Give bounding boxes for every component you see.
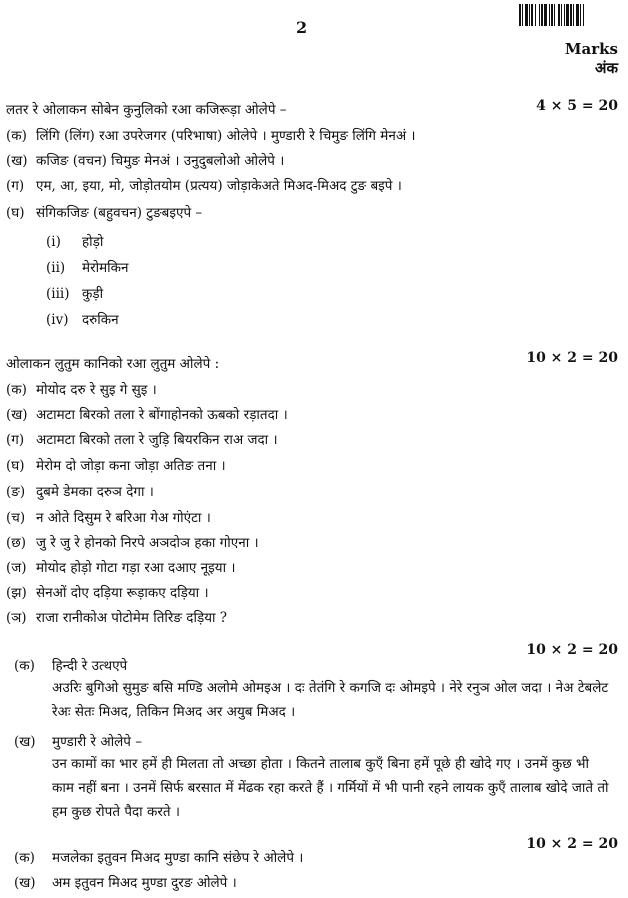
q2-item-text: मोयोद दरु रे सुइ गे सुइ । bbox=[36, 382, 157, 398]
q1-item-gha bbox=[6, 203, 202, 221]
q1-item-text: एम, आ, इया, मो, जोड़ोतयोम (प्रत्यय) जोड़ाकेअते मिअद-मिअद टुङ बइपे । bbox=[36, 178, 402, 194]
q1-subitem bbox=[46, 284, 103, 302]
q2-item bbox=[6, 380, 157, 398]
q1-subitem-label: (i) bbox=[46, 234, 61, 250]
q2-item-label: (घ) bbox=[6, 458, 25, 474]
q2-item-label: (क) bbox=[6, 382, 27, 398]
q2-item bbox=[6, 482, 154, 500]
q2-item-text: न ओते दिसुम रे बरिआ गेअ गोएंटा । bbox=[36, 510, 211, 526]
q2-item-label: (छ) bbox=[6, 535, 26, 551]
q4-item-text: अम इतुवन मिअद मुण्डा दुरङ ओलेपे । bbox=[52, 875, 237, 891]
q2-item bbox=[6, 583, 209, 601]
q2-item-text: दुबमे डेमका दरुञ देगा । bbox=[36, 484, 154, 500]
q2-item-label: (ख) bbox=[6, 407, 28, 423]
q1-item-text: संगिकजिङ (बहुवचन) टुङबइएपे – bbox=[36, 205, 203, 221]
q2-item-label: (ङ) bbox=[6, 484, 26, 500]
q2-item-text: अटामटा बिरको तला रे बोंगाहोनको ऊबको रड़ातदा । bbox=[36, 407, 288, 423]
q1-instruction: लतर रे ओलाकन सोबेन कुनुलिको रआ कजिरूड़ा ओलेपे – bbox=[6, 102, 287, 118]
q3-part-a-heading bbox=[14, 656, 127, 674]
q3-part-a-label: (क) bbox=[14, 658, 35, 674]
q1-subitem-text: मेरोमकिन bbox=[82, 260, 129, 276]
q2-item bbox=[6, 456, 226, 474]
q1-subitem-label: (iv) bbox=[46, 312, 69, 328]
q2-item-label: (ग) bbox=[6, 432, 25, 448]
barcode bbox=[519, 4, 618, 26]
q1-subitem-label: (iii) bbox=[46, 286, 70, 302]
q1-subitem bbox=[46, 310, 119, 328]
q2-item bbox=[6, 405, 288, 423]
q4-item-label: (ख) bbox=[14, 875, 36, 891]
q1-item-text: कजिङ (वचन) चिमुङ मेनअं । उनुदुबलोओ ओलेपे । bbox=[36, 153, 285, 169]
q1-item-label: (ख) bbox=[6, 153, 28, 169]
q2-item bbox=[6, 430, 278, 448]
q1-marks: 4 × 5 = 20 bbox=[536, 98, 618, 114]
q1-subitem bbox=[46, 258, 129, 276]
q1-subitem bbox=[46, 232, 103, 250]
q2-item bbox=[6, 508, 211, 526]
q1-item-ga bbox=[6, 176, 402, 194]
q2-item-label: (ज) bbox=[6, 560, 27, 576]
q1-subitem-text: होड़ो bbox=[82, 234, 104, 250]
q2-item-label: (च) bbox=[6, 510, 26, 526]
q1-subitem-text: दरुकिन bbox=[82, 312, 119, 328]
q2-item bbox=[6, 558, 236, 576]
q2-item-text: मेरोम दो जोड़ा कना जोड़ा अतिङ तना । bbox=[36, 458, 226, 474]
q4-item-text: मजलेका इतुवन मिअद मुण्डा कानि संछेप रे ओलेपे । bbox=[52, 850, 304, 866]
q4-item bbox=[14, 848, 303, 866]
q1-item-kha bbox=[6, 151, 284, 169]
q3-part-a-text: अउरिः बुगिओ सुमुङ बसि मण्डि अलोमे ओमइअ । दः तेतंगि रे कगजि दः ओमइपे । नेरे रनुञ ओल जदा । नेअ टेबलेट रेअः सेतः मिअद, तिकिन मिअद अर अयुब मिअद । bbox=[52, 680, 609, 720]
marks-label-hindi: अंक bbox=[595, 59, 618, 77]
q3-part-b-text: उन कामों का भार हमें ही मिलता तो अच्छा होता । कितने तालाब कुएँ बिना हमें पूछे ही खोदे गए । उनमें कुछ भी काम नहीं बना । उनमें सिर्फ बरसात में मेंढक रहा करते हैं । गर्मियों में भी पानी रहने लायक कुएँ तालाब खोदे जाते तो हम कुछ रोपते पैदा करते । bbox=[52, 756, 609, 820]
q4-item bbox=[14, 873, 237, 891]
q1-item-label: (घ) bbox=[6, 205, 25, 221]
q2-item-text: सेनओं दोए दड़िया रूड़ाकए दड़िया । bbox=[36, 585, 209, 601]
q2-item-label: (ञ) bbox=[6, 610, 27, 626]
q2-marks: 10 × 2 = 20 bbox=[526, 350, 618, 366]
q4-item-label: (क) bbox=[14, 850, 35, 866]
q2-item-text: राजा रानीकोअ पोटोमेम तिरिङ दड़िया ? bbox=[36, 610, 228, 626]
q3-marks: 10 × 2 = 20 bbox=[526, 642, 618, 658]
q2-item bbox=[6, 533, 259, 551]
q1-subitem-text: कुड़ी bbox=[82, 286, 104, 302]
marks-label-english: Marks bbox=[564, 40, 618, 58]
q1-item-label: (ग) bbox=[6, 178, 25, 194]
q2-item bbox=[6, 608, 227, 626]
q1-item-ka bbox=[6, 126, 416, 144]
q4-marks: 10 × 2 = 20 bbox=[526, 836, 618, 852]
q1-item-label: (क) bbox=[6, 128, 27, 144]
q3-part-b-title: मुण्डारी रे ओलेपे – bbox=[52, 734, 142, 750]
q2-item-text: जु रे जु रे होनको निरपे अञदोञ हका गोएना । bbox=[36, 535, 259, 551]
q1-item-text: लिंगि (लिंग) रआ उपरेजगर (परिभाषा) ओलेपे । मुण्डारी रे चिमुङ लिंगि मेनअं । bbox=[36, 128, 416, 144]
q3-part-b-label: (ख) bbox=[14, 734, 36, 750]
q3-part-b-heading bbox=[14, 732, 142, 750]
q2-instruction: ओलाकन लुतुम कानिको रआ लुतुम ओलेपे : bbox=[6, 356, 220, 372]
q1-subitem-label: (ii) bbox=[46, 260, 66, 276]
q2-item-text: मोयोद होड़ो गोटा गड़ा रआ दआए नूइया । bbox=[36, 560, 236, 576]
q3-part-a-title: हिन्दी रे उत्थएपे bbox=[52, 658, 128, 674]
page-number: 2 bbox=[296, 18, 308, 37]
q2-item-label: (झ) bbox=[6, 585, 27, 601]
q2-item-text: अटामटा बिरको तला रे जुड़ि बियरकिन राअ जदा । bbox=[36, 432, 278, 448]
